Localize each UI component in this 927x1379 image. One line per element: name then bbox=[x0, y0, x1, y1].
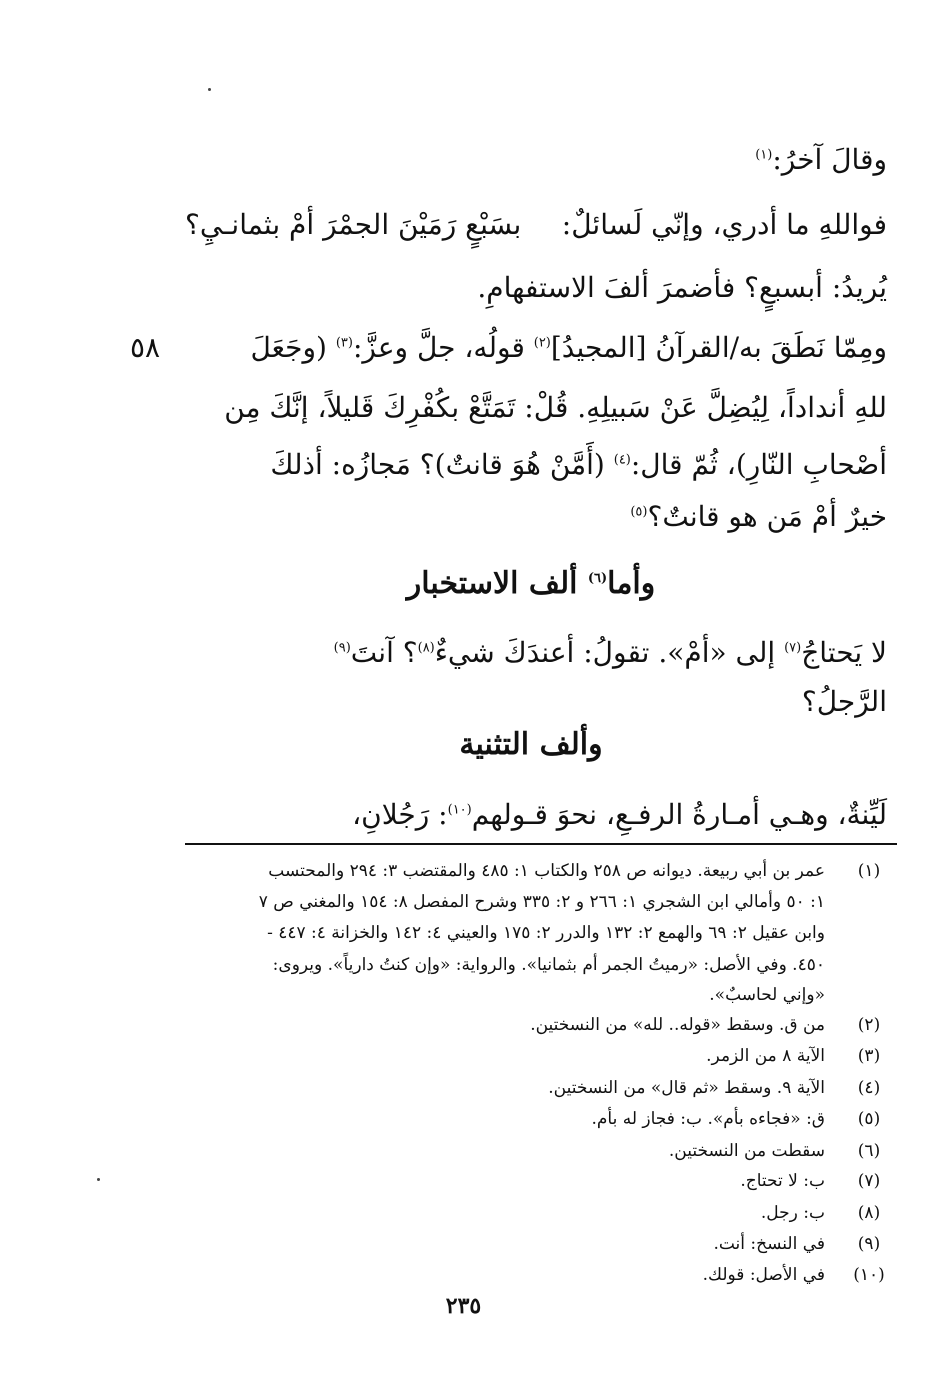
verse-second-hemistich: بسَبْعٍ رَمَيْنَ الجمْرَ أمْ بثمانـيِ؟ bbox=[185, 208, 522, 241]
footnote-number: (٣) bbox=[857, 1046, 881, 1066]
body-line-quran-3 bbox=[175, 445, 887, 485]
tathniya-text-2: : رَجُلانِ، bbox=[352, 798, 448, 831]
body-line-quran-1 bbox=[175, 328, 887, 368]
body-line-tathniya bbox=[175, 795, 887, 835]
quran-verse-end: خيرٌ أمْ مَن هو قانتٌ؟ bbox=[647, 500, 887, 533]
istikhbar-text: لا يَحتاجُ bbox=[801, 636, 887, 669]
footnote-text: سقطت من النسختين. bbox=[668, 1141, 825, 1161]
footnote-ref: (١٠) bbox=[447, 802, 472, 818]
footnote-number: (٤) bbox=[857, 1078, 881, 1098]
body-line-istikhbar-1 bbox=[175, 633, 887, 673]
heading-text: وألف التثنية bbox=[459, 727, 603, 762]
verse-first-hemistich: فواللهِ ما أدري، وإنّي لَسائلٌ: bbox=[561, 208, 887, 241]
footnote-number: (٦) bbox=[857, 1141, 881, 1161]
body-line-istikhbar-2 bbox=[175, 682, 887, 722]
istikhbar-text-2: إلى «أمْ». تقولُ: أعندَكَ شيءٌ bbox=[434, 636, 785, 669]
quran-verse-text-3: (أَمَّنْ هُوَ قانتٌ)؟ مَجازُه: أذلكَ bbox=[270, 448, 614, 481]
scan-speck bbox=[208, 88, 211, 91]
footnote-1-continuation: وابن عقيل ٢: ٦٩ والهمع ٢: ١٣٢ والدرر ٢: ١٧٥ والعيني ٤: ١٤٢ والخزانة ٤: ٤٤٧ - bbox=[267, 923, 825, 943]
footnote-separator bbox=[185, 843, 897, 845]
footnote-text: من ق. وسقط «قوله.. لله» من النسختين. bbox=[530, 1015, 825, 1035]
quran-verse-start: (وجَعَلَ bbox=[250, 331, 336, 364]
footnote-ref: (٦) bbox=[587, 571, 608, 586]
footnote-ref: (٨) bbox=[417, 640, 435, 656]
footnote-number: (١٠) bbox=[853, 1265, 885, 1285]
footnote-ref: (٩) bbox=[333, 640, 351, 656]
quran-verse-text-2: أصْحابِ النّارِ)، ثُمّ قال: bbox=[630, 448, 887, 481]
tathniya-text: لَيِّنةٌ، وهـي أمـارةُ الرفـعِ، نحوَ قـولهم bbox=[471, 798, 887, 831]
footnote-text: الآية ٨ من الزمر. bbox=[706, 1046, 825, 1066]
explanation-text: يُريدُ: أبسبعٍ؟ فأضمرَ ألفَ الاستفهامِ. bbox=[477, 271, 887, 304]
footnote-ref: (٥) bbox=[630, 504, 648, 520]
footnote-number: (٥) bbox=[857, 1109, 881, 1129]
body-line-explanation bbox=[175, 268, 887, 308]
body-line-intro bbox=[167, 140, 887, 180]
footnote-ref: (٣) bbox=[335, 335, 353, 351]
footnote-ref: (٧) bbox=[784, 640, 802, 656]
footnote-ref: (٢) bbox=[533, 335, 551, 351]
intro-text: وقالَ آخرُ: bbox=[772, 143, 887, 176]
scan-speck bbox=[97, 1178, 100, 1181]
body-line-quran-4 bbox=[175, 497, 887, 537]
page-number: ٢٣٥ bbox=[445, 1293, 482, 1319]
margin-page-reference: ٥٨ bbox=[130, 331, 161, 364]
heading-text-a: وأما bbox=[607, 566, 656, 601]
footnote-text: في الأصل: قولك. bbox=[702, 1265, 825, 1285]
section-heading-istikhbar bbox=[175, 562, 887, 606]
footnote-text: الآية ٩. وسقط «ثم قال» من النسختين. bbox=[548, 1078, 825, 1098]
footnote-text: ب: لا تحتاج. bbox=[740, 1171, 825, 1191]
footnote-number: (٨) bbox=[857, 1203, 881, 1223]
footnote-text: ق: «فجاءه بأم». ب: فجاز له بأم. bbox=[591, 1109, 825, 1129]
quran-intro-text-2: قولُه، جلَّ وعزَّ: bbox=[352, 331, 534, 364]
footnote-number: (١) bbox=[857, 861, 881, 881]
footnote-1-continuation: «وإني لحاسبٌ». bbox=[709, 985, 825, 1005]
footnote-number: (٩) bbox=[857, 1234, 881, 1254]
body-line-quran-2 bbox=[175, 388, 887, 428]
quran-verse-text: للهِ أنداداً، لِيُضِلَّ عَنْ سَبيلِهِ. قُلْ: تَمَتَّعْ بكُفْرِكَ قَليلاً، إنَّكَ مِن bbox=[224, 391, 887, 424]
footnote-1-continuation: ١: ٥٠ وأمالي ابن الشجري ١: ٢٦٦ و ٢: ٣٣٥ وشرح المفصل ٨: ١٥٤ والمغني ص ٧ bbox=[258, 892, 825, 912]
footnote-1-continuation: ٤٥٠. وفي الأصل: «رميتُ الجمر أم بثمانيا». والرواية: «وإن كنتُ دارياً». ويروى: bbox=[272, 955, 825, 975]
footnote-number: (٧) bbox=[857, 1171, 881, 1191]
footnote-text: عمر بن أبي ربيعة. ديوانه ص ٢٥٨ والكتاب ١: ٤٨٥ والمقتضب ٣: ٢٩٤ والمحتسب bbox=[268, 861, 825, 881]
footnote-ref: (١) bbox=[755, 147, 773, 163]
heading-text-b: ألف الاستخبار bbox=[406, 566, 588, 601]
footnote-text: ب: رجل. bbox=[760, 1203, 825, 1223]
footnote-number: (٢) bbox=[857, 1015, 881, 1035]
quran-intro-text: ومِمّا نَطَقَ به/القرآنُ [المجيدُ] bbox=[550, 331, 887, 364]
footnote-ref: (٤) bbox=[613, 452, 631, 468]
istikhbar-text-3: ؟ آنتَ bbox=[350, 636, 418, 669]
section-heading-tathniya bbox=[175, 723, 887, 767]
poetry-verse bbox=[185, 205, 887, 245]
istikhbar-text-4: الرَّجلُ؟ bbox=[801, 685, 887, 718]
footnote-text: في النسخ: أنت. bbox=[713, 1234, 825, 1254]
